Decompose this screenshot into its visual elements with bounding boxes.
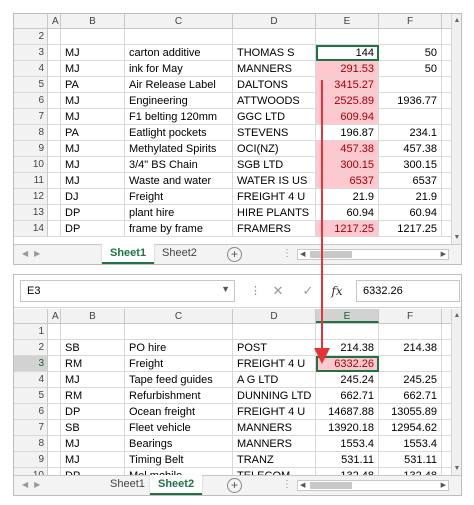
cell-f[interactable]: 457.38 xyxy=(379,141,442,157)
cell-b[interactable] xyxy=(61,29,125,45)
cell-c[interactable] xyxy=(125,324,233,340)
scroll-right-icon[interactable]: ▶ xyxy=(440,251,446,258)
cell-f[interactable]: 300.15 xyxy=(379,157,442,173)
cell-e[interactable]: 21.9 xyxy=(316,189,379,205)
cell-e[interactable]: 245.24 xyxy=(316,372,379,388)
cell-a[interactable] xyxy=(48,372,61,388)
cell-d[interactable]: A G LTD xyxy=(233,372,316,388)
cell-e[interactable]: 6537 xyxy=(316,173,379,189)
column-header-a[interactable]: A xyxy=(48,309,61,323)
cell-e[interactable]: 3415.27 xyxy=(316,77,379,93)
table-row xyxy=(14,221,454,237)
column-header-b[interactable]: B xyxy=(61,14,125,28)
row-header[interactable]: 2 xyxy=(14,29,48,45)
cell-b[interactable] xyxy=(61,324,125,340)
cell-e[interactable]: 1553.4 xyxy=(316,436,379,452)
cell-b[interactable]: MJ xyxy=(61,436,125,452)
column-header-d[interactable]: D xyxy=(233,14,316,28)
scroll-right-icon[interactable]: ▶ xyxy=(440,482,446,489)
cell-d[interactable]: MANNERS xyxy=(233,61,316,77)
tab-sheet1[interactable]: Sheet1 xyxy=(102,244,154,264)
row-header[interactable]: 5 xyxy=(14,388,48,404)
scroll-up-icon[interactable]: ▲ xyxy=(453,17,461,24)
cell-c[interactable]: Timing Belt xyxy=(125,452,233,468)
cell-b[interactable]: MJ xyxy=(61,45,125,61)
cell-f[interactable]: 662.71 xyxy=(379,388,442,404)
row-header[interactable]: 8 xyxy=(14,436,48,452)
cell-a[interactable] xyxy=(48,29,61,45)
cell-f[interactable] xyxy=(379,356,442,372)
cell-e[interactable]: 6332.26 xyxy=(316,356,379,372)
cell-d[interactable]: DALTONS xyxy=(233,77,316,93)
row-header[interactable]: 6 xyxy=(14,404,48,420)
row-header[interactable]: 4 xyxy=(14,61,48,77)
row-header[interactable]: 8 xyxy=(14,125,48,141)
cell-e[interactable]: 144 xyxy=(316,45,379,61)
cell-b[interactable]: MJ xyxy=(61,93,125,109)
cell-d[interactable]: OCI(NZ) xyxy=(233,141,316,157)
cell-a[interactable] xyxy=(48,173,61,189)
formula-bar-separator-icon: ⋮ xyxy=(250,285,262,297)
cell-a[interactable] xyxy=(48,356,61,372)
table-row xyxy=(14,93,454,109)
table-row xyxy=(14,356,454,372)
scroll-left-icon[interactable]: ◀ xyxy=(300,482,306,489)
cell-a[interactable] xyxy=(48,61,61,77)
cell-a[interactable] xyxy=(48,45,61,61)
cell-d[interactable] xyxy=(233,29,316,45)
table-row xyxy=(14,404,454,420)
cell-a[interactable] xyxy=(48,221,61,237)
scroll-left-icon[interactable]: ◀ xyxy=(300,251,306,258)
cell-f[interactable]: 1553.4 xyxy=(379,436,442,452)
cell-e[interactable] xyxy=(316,324,379,340)
cell-b[interactable]: RM xyxy=(61,388,125,404)
cell-e[interactable]: 531.11 xyxy=(316,452,379,468)
cell-a[interactable] xyxy=(48,77,61,93)
table-row xyxy=(14,388,454,404)
table-row xyxy=(14,77,454,93)
cell-d[interactable]: DUNNING LTD xyxy=(233,388,316,404)
cell-b[interactable]: MJ xyxy=(61,109,125,125)
table-row xyxy=(14,45,454,61)
table-row xyxy=(14,436,454,452)
cell-b[interactable]: SB xyxy=(61,420,125,436)
formula-input[interactable]: 6332.26 xyxy=(356,280,460,302)
horizontal-scroll-thumb[interactable] xyxy=(310,482,352,489)
cell-a[interactable] xyxy=(48,109,61,125)
cell-f[interactable]: 13055.89 xyxy=(379,404,442,420)
table-row xyxy=(14,340,454,356)
select-all-corner[interactable] xyxy=(14,309,48,323)
column-header-d[interactable]: D xyxy=(233,309,316,323)
cell-f[interactable]: 12954.62 xyxy=(379,420,442,436)
cell-f[interactable]: 50 xyxy=(379,45,442,61)
table-row xyxy=(14,29,454,45)
cell-a[interactable] xyxy=(48,324,61,340)
cell-e[interactable]: 1217.25 xyxy=(316,221,379,237)
row-header[interactable]: 3 xyxy=(14,45,48,61)
cell-d[interactable]: FREIGHT 4 U xyxy=(233,404,316,420)
column-header-f[interactable]: F xyxy=(379,14,442,28)
sheet-nav-arrows-icon[interactable]: ◀▶ xyxy=(22,249,47,258)
cell-c[interactable]: Air Release Label xyxy=(125,77,233,93)
name-box[interactable] xyxy=(20,280,235,302)
horizontal-scrollbar[interactable] xyxy=(297,249,449,260)
cell-d[interactable]: ATTWOODS xyxy=(233,93,316,109)
row-header[interactable]: 1 xyxy=(14,324,48,340)
cell-a[interactable] xyxy=(48,420,61,436)
scroll-down-icon[interactable]: ▼ xyxy=(453,465,461,472)
row-header[interactable]: 12 xyxy=(14,189,48,205)
cell-c[interactable]: Freight xyxy=(125,189,233,205)
cell-b[interactable]: MJ xyxy=(61,452,125,468)
enter-icon[interactable]: ✓ xyxy=(302,283,314,298)
add-sheet-icon[interactable]: + xyxy=(227,247,242,262)
sheet-tab-bar xyxy=(14,475,461,495)
cell-d[interactable]: FRAMERS xyxy=(233,221,316,237)
row-header[interactable]: 2 xyxy=(14,340,48,356)
cell-a[interactable] xyxy=(48,157,61,173)
cell-f[interactable]: 1936.77 xyxy=(379,93,442,109)
row-header[interactable]: 6 xyxy=(14,93,48,109)
insert-function-icon[interactable]: fx xyxy=(331,284,343,298)
column-header-f[interactable]: F xyxy=(379,309,442,323)
cell-d[interactable]: WATER IS US xyxy=(233,173,316,189)
cell-c[interactable] xyxy=(125,29,233,45)
tab-sheet1[interactable]: Sheet1 xyxy=(110,478,145,490)
cell-c[interactable]: carton additive xyxy=(125,45,233,61)
row-header[interactable]: 11 xyxy=(14,173,48,189)
table-row xyxy=(14,109,454,125)
cell-a[interactable] xyxy=(48,125,61,141)
sheet-tab-bar xyxy=(14,244,461,264)
cell-e[interactable]: 457.38 xyxy=(316,141,379,157)
more-options-icon[interactable]: ⋮ xyxy=(282,248,292,259)
column-header-c[interactable]: C xyxy=(125,14,233,28)
table-row xyxy=(14,157,454,173)
cell-b[interactable]: MJ xyxy=(61,173,125,189)
cell-c[interactable]: Ocean freight xyxy=(125,404,233,420)
sheet1-window xyxy=(13,13,462,265)
cell-b[interactable]: DP xyxy=(61,404,125,420)
cell-e[interactable]: 609.94 xyxy=(316,109,379,125)
cell-c[interactable]: Waste and water xyxy=(125,173,233,189)
cell-b[interactable]: MJ xyxy=(61,61,125,77)
cell-e[interactable]: 214.38 xyxy=(316,340,379,356)
table-row xyxy=(14,452,454,468)
cell-f[interactable] xyxy=(379,109,442,125)
table-row xyxy=(14,324,454,340)
cell-b[interactable]: PA xyxy=(61,77,125,93)
column-header-c[interactable]: C xyxy=(125,309,233,323)
cell-e[interactable]: 60.94 xyxy=(316,205,379,221)
table-row xyxy=(14,420,454,436)
vertical-scrollbar[interactable] xyxy=(451,14,461,245)
table-row xyxy=(14,141,454,157)
cell-d[interactable]: THOMAS S xyxy=(233,45,316,61)
cell-c[interactable]: ink for May xyxy=(125,61,233,77)
cell-b[interactable]: SB xyxy=(61,340,125,356)
cell-d[interactable]: SGB LTD xyxy=(233,157,316,173)
row-header[interactable]: 7 xyxy=(14,109,48,125)
column-header-row xyxy=(14,309,454,324)
cell-a[interactable] xyxy=(48,388,61,404)
table-row xyxy=(14,372,454,388)
cell-a[interactable] xyxy=(48,404,61,420)
cell-c[interactable]: Methylated Spirits xyxy=(125,141,233,157)
scroll-up-icon[interactable]: ▲ xyxy=(453,312,461,319)
cell-f[interactable]: 245.25 xyxy=(379,372,442,388)
cell-f[interactable]: 6537 xyxy=(379,173,442,189)
table-row xyxy=(14,173,454,189)
cell-e[interactable]: 13920.18 xyxy=(316,420,379,436)
sheet2-window xyxy=(13,274,462,496)
cell-b[interactable]: MJ xyxy=(61,157,125,173)
more-options-icon[interactable]: ⋮ xyxy=(282,479,292,490)
cell-f[interactable]: 1217.25 xyxy=(379,221,442,237)
cancel-icon[interactable]: ✕ xyxy=(272,283,284,298)
row-header[interactable]: 14 xyxy=(14,221,48,237)
table-row xyxy=(14,205,454,221)
row-header[interactable]: 3 xyxy=(14,356,48,372)
cell-b[interactable]: DP xyxy=(61,205,125,221)
cell-c[interactable]: Bearings xyxy=(125,436,233,452)
cell-b[interactable]: RM xyxy=(61,356,125,372)
row-header[interactable]: 5 xyxy=(14,77,48,93)
cell-c[interactable]: Eatlight pockets xyxy=(125,125,233,141)
cell-d[interactable]: FREIGHT 4 U xyxy=(233,356,316,372)
cell-a[interactable] xyxy=(48,436,61,452)
cell-e[interactable]: 2525.89 xyxy=(316,93,379,109)
cell-a[interactable] xyxy=(48,141,61,157)
name-box-value: E3 xyxy=(27,285,41,297)
cell-d[interactable]: STEVENS xyxy=(233,125,316,141)
cell-f[interactable]: 531.11 xyxy=(379,452,442,468)
column-header-row xyxy=(14,14,454,29)
cell-a[interactable] xyxy=(48,452,61,468)
cell-c[interactable]: F1 belting 120mm xyxy=(125,109,233,125)
add-sheet-icon[interactable]: + xyxy=(227,478,242,493)
row-header[interactable]: 10 xyxy=(14,157,48,173)
cell-c[interactable]: Engineering xyxy=(125,93,233,109)
cell-b[interactable]: PA xyxy=(61,125,125,141)
cell-d[interactable]: MANNERS xyxy=(233,436,316,452)
row-header[interactable]: 13 xyxy=(14,205,48,221)
cell-e[interactable]: 662.71 xyxy=(316,388,379,404)
scroll-down-icon[interactable]: ▼ xyxy=(453,234,461,241)
cell-d[interactable]: GGC LTD xyxy=(233,109,316,125)
chevron-down-icon[interactable]: ▼ xyxy=(221,284,230,294)
tab-sheet2[interactable]: Sheet2 xyxy=(150,475,202,495)
cell-c[interactable]: 3/4" BS Chain xyxy=(125,157,233,173)
horizontal-scrollbar[interactable] xyxy=(297,480,449,491)
cell-d[interactable]: HIRE PLANTS xyxy=(233,205,316,221)
cell-f[interactable] xyxy=(379,77,442,93)
formula-bar xyxy=(14,275,461,308)
cell-a[interactable] xyxy=(48,93,61,109)
cell-d[interactable]: MANNERS xyxy=(233,420,316,436)
cell-c[interactable]: frame by frame xyxy=(125,221,233,237)
select-all-corner[interactable] xyxy=(14,14,48,28)
cell-c[interactable]: Tape feed guides xyxy=(125,372,233,388)
column-header-a[interactable]: A xyxy=(48,14,61,28)
cell-d[interactable]: TRANZ xyxy=(233,452,316,468)
cell-e[interactable]: 300.15 xyxy=(316,157,379,173)
cell-f[interactable] xyxy=(379,324,442,340)
table-row xyxy=(14,61,454,77)
cell-c[interactable]: Freight xyxy=(125,356,233,372)
cell-c[interactable]: plant hire xyxy=(125,205,233,221)
cell-d[interactable]: FREIGHT 4 U xyxy=(233,189,316,205)
cell-a[interactable] xyxy=(48,189,61,205)
row-header[interactable]: 9 xyxy=(14,141,48,157)
column-header-b[interactable]: B xyxy=(61,309,125,323)
table-row xyxy=(14,125,454,141)
cell-a[interactable] xyxy=(48,205,61,221)
cell-f[interactable]: 234.1 xyxy=(379,125,442,141)
table-row xyxy=(14,189,454,205)
cell-f[interactable]: 60.94 xyxy=(379,205,442,221)
sheet-nav-arrows-icon[interactable]: ◀▶ xyxy=(22,480,47,489)
row-header[interactable]: 7 xyxy=(14,420,48,436)
cell-e[interactable]: 291.53 xyxy=(316,61,379,77)
cell-f[interactable]: 214.38 xyxy=(379,340,442,356)
cell-b[interactable]: MJ xyxy=(61,141,125,157)
tab-sheet2[interactable]: Sheet2 xyxy=(162,247,197,259)
cell-c[interactable]: PO hire xyxy=(125,340,233,356)
cell-c[interactable]: Refurbishment xyxy=(125,388,233,404)
cell-e[interactable] xyxy=(316,29,379,45)
column-header-e[interactable]: E xyxy=(316,309,379,323)
cell-f[interactable]: 21.9 xyxy=(379,189,442,205)
cell-b[interactable]: DP xyxy=(61,221,125,237)
cell-c[interactable]: Fleet vehicle xyxy=(125,420,233,436)
cell-f[interactable]: 50 xyxy=(379,61,442,77)
cell-e[interactable]: 14687.88 xyxy=(316,404,379,420)
row-header[interactable]: 4 xyxy=(14,372,48,388)
cell-d[interactable]: POST xyxy=(233,340,316,356)
horizontal-scroll-thumb[interactable] xyxy=(310,251,352,258)
cell-a[interactable] xyxy=(48,340,61,356)
cell-b[interactable]: MJ xyxy=(61,372,125,388)
vertical-scrollbar[interactable] xyxy=(451,309,461,476)
cell-e[interactable]: 196.87 xyxy=(316,125,379,141)
row-header[interactable]: 9 xyxy=(14,452,48,468)
cell-f[interactable] xyxy=(379,29,442,45)
column-header-e[interactable]: E xyxy=(316,14,379,28)
cell-b[interactable]: DJ xyxy=(61,189,125,205)
cell-d[interactable] xyxy=(233,324,316,340)
